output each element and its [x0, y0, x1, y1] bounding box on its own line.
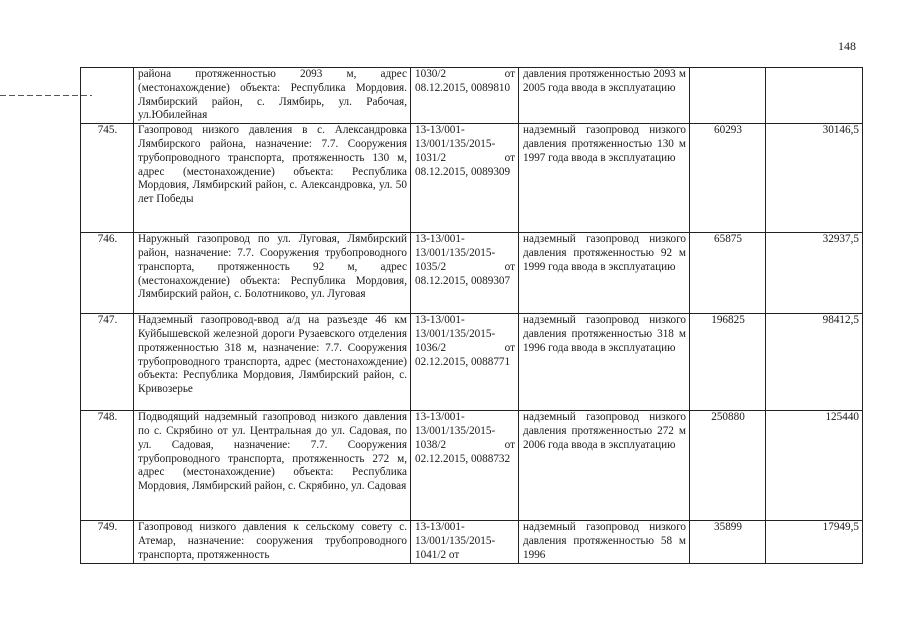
- scan-artifact-line: [0, 95, 92, 96]
- residual-value-cell: [766, 68, 863, 124]
- row-number-cell: 748.: [81, 411, 134, 521]
- residual-value-cell: 32937,5: [766, 233, 863, 314]
- row-number-cell: 749.: [81, 521, 134, 564]
- value-cell: 35899: [690, 521, 766, 564]
- characteristics-cell: надземный газопровод низкого давления протяженностью 272 м 2006 года ввода в эксплуатацию: [519, 411, 690, 521]
- row-number-cell: 747.: [81, 314, 134, 411]
- registration-cell: 1030/2 от 08.12.2015, 0089810: [411, 68, 519, 124]
- description-cell: Газопровод низкого давления к сельскому совету с. Атемар, назначение: сооружения трубопроводного транспорта, протяженность: [134, 521, 411, 564]
- table-row: [81, 233, 863, 314]
- table-row: [81, 521, 863, 564]
- value-cell: 60293: [690, 124, 766, 233]
- description-cell: Подводящий надземный газопровод низкого давления по с. Скрябино от ул. Центральная до ул. Садовая, по ул. Садовая, назначение: 7.7. Сооружения трубопроводного транспорта, протяженность 272 м, адрес (местонахождение) объекта: Республика Мордовия, Лямбирский район, с. Скрябино, ул. Садовая: [134, 411, 411, 521]
- residual-value-cell: 98412,5: [766, 314, 863, 411]
- registration-cell: 13-13/001-13/001/135/2015-1036/2 от 02.12.2015, 0088771: [411, 314, 519, 411]
- table-row: [81, 314, 863, 411]
- characteristics-cell: давления протяженностью 2093 м 2005 года ввода в эксплуатацию: [519, 68, 690, 124]
- registration-cell: 13-13/001-13/001/135/2015-1031/2 от 08.12.2015, 0089309: [411, 124, 519, 233]
- value-cell: [690, 68, 766, 124]
- table-row: [81, 411, 863, 521]
- description-cell: Газопровод низкого давления в с. Александровка Лямбирского района, назначение: 7.7. Сооружения трубопроводного транспорта, протяженность 130 м, адрес (местонахождение) объекта: Республика Мордовия, Лямбирский район, с. Александровка, ул. 50 лет Победы: [134, 124, 411, 233]
- description-cell: Наружный газопровод по ул. Луговая, Лямбирский район, назначение: 7.7. Сооружения трубопроводного транспорта, протяженность 92 м, адрес (местонахождение) объекта: Республика Мордовия, Лямбирский район, с. Болотниково, ул. Луговая: [134, 233, 411, 314]
- value-cell: 196825: [690, 314, 766, 411]
- registry-table: [80, 67, 863, 564]
- description-cell: района протяженностью 2093 м, адрес (местонахождение) объекта: Республика Мордовия. Лямбирский район, с. Лямбирь, ул. Рабочая, ул.Юбилейная: [134, 68, 411, 124]
- description-cell: Надземный газопровод-ввод а/д на разъезде 46 км Куйбышевской железной дороги Рузаевского отделения протяженностью 318 м, назначение: 7.7. Сооружения трубопроводного транспорта, адрес (местонахождение) объекта: Республика Мордовия, Лямбирский район, с. Кривозерье: [134, 314, 411, 411]
- row-number-cell: 746.: [81, 233, 134, 314]
- registration-cell: 13-13/001-13/001/135/2015-1035/2 от 08.12.2015, 0089307: [411, 233, 519, 314]
- residual-value-cell: 30146,5: [766, 124, 863, 233]
- characteristics-cell: надземный газопровод низкого давления протяженностью 92 м 1999 года ввода в эксплуатацию: [519, 233, 690, 314]
- table-row: [81, 68, 863, 124]
- value-cell: 65875: [690, 233, 766, 314]
- value-cell: 250880: [690, 411, 766, 521]
- residual-value-cell: 17949,5: [766, 521, 863, 564]
- row-number-cell: [81, 68, 134, 124]
- table-row: [81, 124, 863, 233]
- registration-cell: 13-13/001-13/001/135/2015-1041/2 от: [411, 521, 519, 564]
- page-number: 148: [838, 39, 856, 53]
- characteristics-cell: надземный газопровод низкого давления протяженностью 130 м 1997 года ввода в эксплуатацию: [519, 124, 690, 233]
- row-number-cell: 745.: [81, 124, 134, 233]
- registration-cell: 13-13/001-13/001/135/2015-1038/2 от 02.12.2015, 0088732: [411, 411, 519, 521]
- characteristics-cell: надземный газопровод низкого давления протяженностью 58 м 1996: [519, 521, 690, 564]
- residual-value-cell: 125440: [766, 411, 863, 521]
- characteristics-cell: надземный газопровод низкого давления протяженностью 318 м 1996 года ввода в эксплуатацию: [519, 314, 690, 411]
